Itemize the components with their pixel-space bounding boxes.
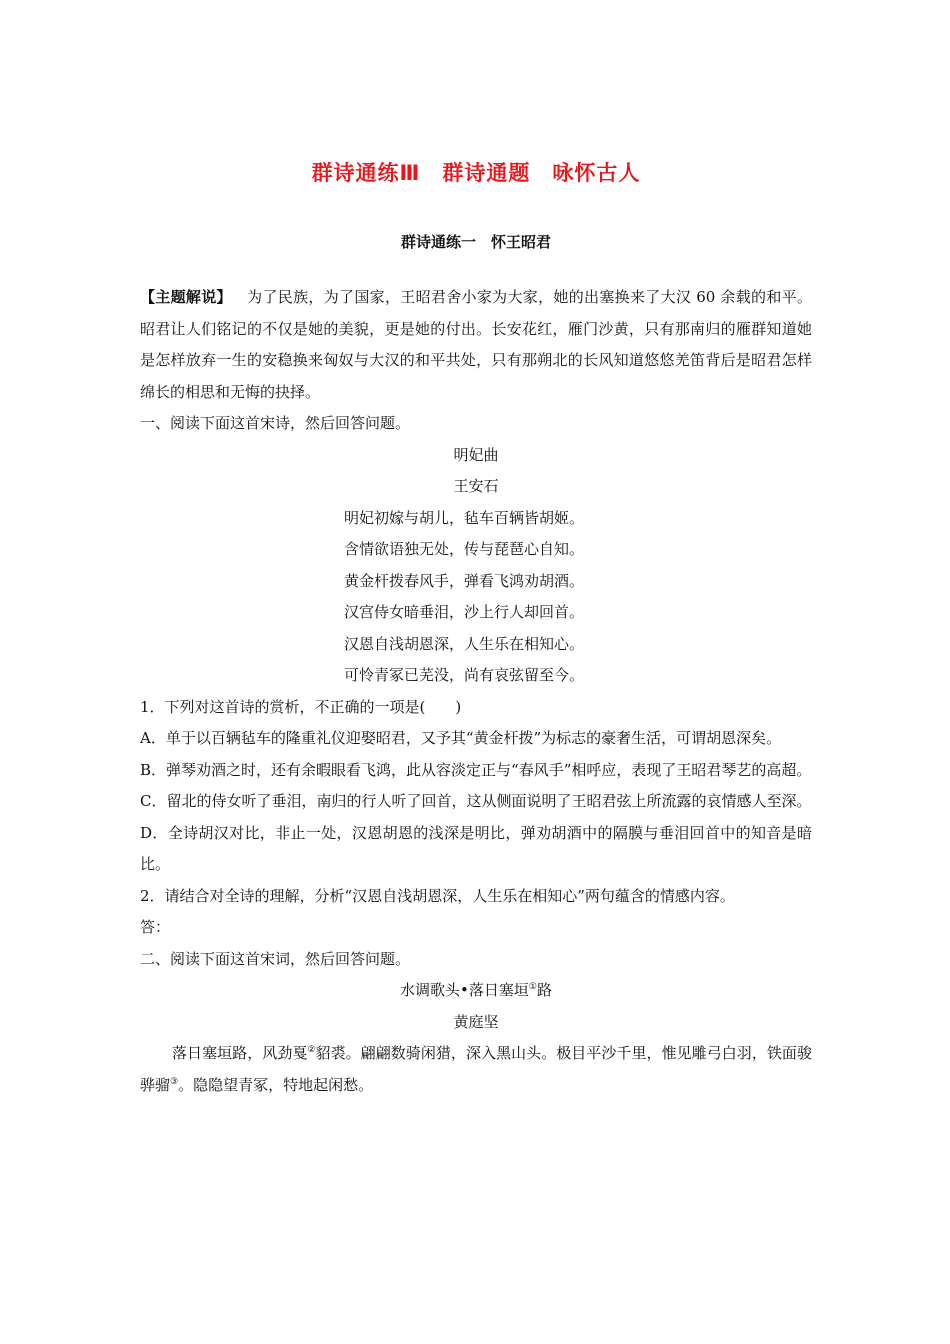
- option-c: C．留北的侍女听了垂泪，南归的行人听了回首，这从侧面说明了王昭君弦上所流露的哀情感人至深。: [140, 792, 812, 810]
- theme-paragraph: [140, 282, 812, 408]
- poem1-author: 王安石: [453, 477, 499, 495]
- section-title: 群诗通练一 怀王昭君: [400, 233, 551, 251]
- question-2: 2．请结合对全诗的理解，分析“汉恩自浅胡恩深，人生乐在相知心”两句蕴含的情感内容。: [140, 886, 735, 905]
- theme-text: 为了民族，为了国家，王昭君舍小家为大家，她的出塞换来了大汉 60 余载的和平。昭君让人们铭记的不仅是她的美貌，更是她的付出。长安花红，雁门沙黄，只有那南归的雁群知道她是怎样放弃一生的安稳换来匈奴与大汉的和平共处，只有那朔北的长风知道悠悠羌笛背后是昭君怎样绵长的相思和无悔的抉择。: [140, 288, 812, 401]
- poem-line: 黄金杆拨春风手，弹看飞鸿劝胡酒。: [344, 571, 585, 590]
- poem-line: 可怜青冢已芜没，尚有哀弦留至今。: [344, 666, 585, 684]
- poem-line: 明妃初嫁与胡儿，毡车百辆皆胡姬。: [344, 508, 585, 527]
- poem2-title-text: 水调歌头•落日塞垣: [400, 981, 529, 999]
- section1-heading: 一、阅读下面这首宋诗，然后回答问题。: [140, 414, 411, 432]
- page-title: 群诗通练Ⅲ 群诗通题 咏怀古人: [311, 161, 641, 185]
- poem-line: 汉恩自浅胡恩深，人生乐在相知心。: [344, 634, 585, 653]
- answer-label: 答：: [140, 918, 171, 936]
- poem1-title: 明妃曲: [453, 445, 499, 464]
- poem2-body: [140, 1038, 812, 1101]
- poem-line: 汉宫侍女暗垂泪，沙上行人却回首。: [344, 603, 585, 621]
- section2-heading: 二、阅读下面这首宋词，然后回答问题。: [140, 949, 411, 968]
- poem2-author: 黄庭坚: [453, 1012, 499, 1031]
- option-a: A．单于以百辆毡车的隆重礼仪迎娶昭君，又予其“黄金杆拨”为标志的豪奢生活，可谓胡恩深矣。: [140, 729, 782, 747]
- footnote-marker: ①: [528, 982, 537, 992]
- poem2-title-end: 路: [536, 981, 552, 999]
- option-d: D．全诗胡汉对比，非止一处，汉恩胡恩的浅深是明比，弹劝胡酒中的隔膜与垂泪回首中的知音是暗比。: [140, 823, 812, 873]
- document-body: [140, 282, 812, 1101]
- question-1: 1．下列对这首诗的赏析，不正确的一项是( ): [140, 697, 462, 716]
- poem2-title: [140, 975, 812, 1007]
- poem2-body-part: 。隐隐望青冢，特地起闲愁。: [178, 1075, 374, 1094]
- theme-tag: 【主题解说】: [140, 288, 232, 306]
- poem-line: 含情欲语独无处，传与琵琶心自知。: [344, 540, 585, 558]
- footnote-marker: ③: [170, 1076, 179, 1087]
- option-b: B．弹琴劝酒之时，还有余暇眼看飞鸿，此从容淡定正与“春风手”相呼应，表现了王昭君琴艺的高超。: [140, 760, 812, 779]
- poem2-body-part: 落日塞垣路，风劲戛: [172, 1044, 308, 1062]
- footnote-marker: ②: [307, 1045, 316, 1055]
- poem2-body-part: 貂裘。翩翩数骑闲猎，深入黑山头。极目平沙千里，惟见雕弓白羽，铁面骏骅骝: [140, 1044, 812, 1094]
